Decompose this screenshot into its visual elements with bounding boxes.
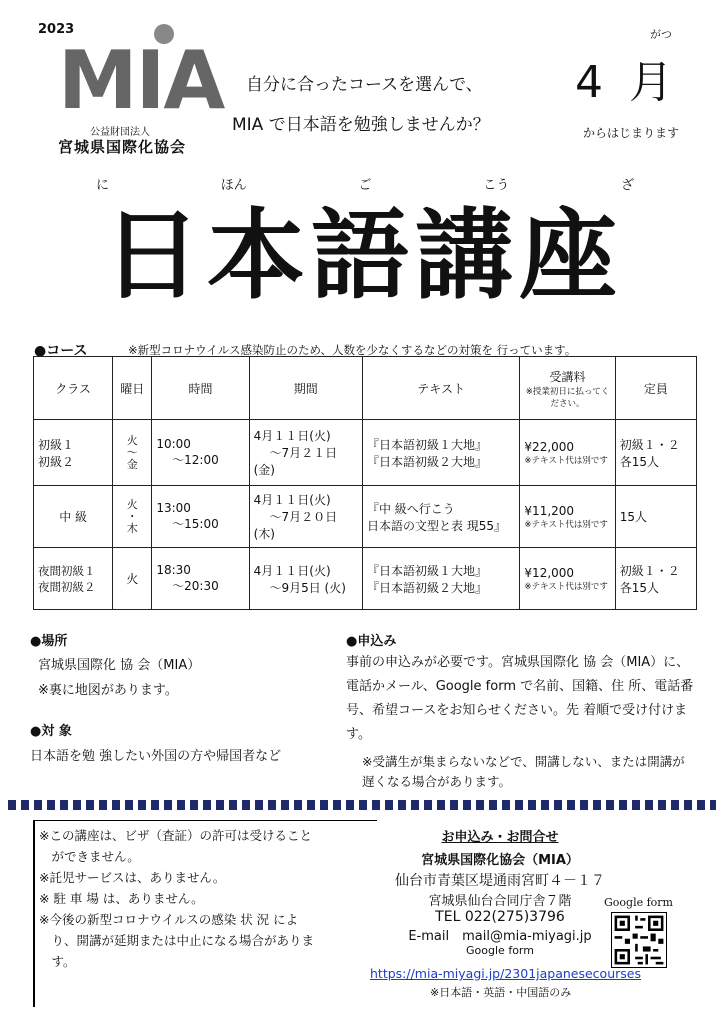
fee-value: ¥11,200 [524,503,575,518]
contact-address-1: 仙台市青葉区堤通雨宮町４－１７ [395,873,605,889]
cell-time: 13:00 ～15:00 [152,486,249,548]
cell-fee [520,548,615,610]
header-time: 時間 [152,357,249,420]
course-url-link[interactable]: https://mia-miyagi.jp/2301japanesecourses [370,966,641,981]
apply-heading: ●申込み [346,634,397,649]
page-title: 日本語講座 [102,199,623,313]
place-line-1: 宮城県国際化 協 会（MIA） [38,658,201,673]
title-ruby [60,174,670,193]
cell-text: 『中 級へ行こう 日本語の文型と表 現55』 [362,486,519,548]
cell-class: 初級１ 初級２ [34,420,113,486]
apply-note: ※受講生が集まらないなどで、開講しない、または開講が遅くなる場合があります。 [362,754,685,789]
qr-label: Google form [604,896,673,909]
cell-capacity: 15人 [615,486,696,548]
month-ruby: がつ [650,28,672,41]
note-line: り、開講が延期または中止になる場合がありま [39,933,315,948]
cell-capacity: 初級１・２ 各15人 [615,420,696,486]
title-ruby-1: に [96,178,110,193]
title-ruby-3: ご [358,178,372,193]
course-note: ※新型コロナウイルス感染防止のため、人数を少なくするなどの対策を 行っています。 [128,343,577,357]
cell-capacity: 初級１・２ 各15人 [615,548,696,610]
month-subtext: からはじまります [583,126,680,140]
mia-logo [58,22,224,127]
course-heading: ●コース [34,343,88,359]
cell-day: 火 [113,548,152,610]
tagline-line-2: MIA で日本語を勉強しませんか？ [232,115,490,135]
place-line-2: ※裏に地図があります。 [38,683,178,698]
fee-note: ※テキスト代は別です [524,519,608,530]
cell-time: 10:00 ～12:00 [152,420,249,486]
title-ruby-2: ほん [220,178,247,193]
fee-note: ※テキスト代は別です [524,455,608,466]
cell-day: 火 ・ 木 [113,486,152,548]
target-line-1: 日本語を勉 強したい外国の方や帰国者など [30,749,282,764]
languages-note: ※日本語・英語・中国語のみ [430,986,572,999]
fee-value: ¥12,000 [524,565,575,580]
cell-period: 4月１１日(火) ～7月２０日(木) [249,486,362,548]
contact-tel: TEL 022(275)3796 [435,909,565,925]
note-line: ができません。 [39,849,140,864]
contact-google-form-label: Google form [466,944,534,957]
table-row [34,548,697,610]
header-period: 期間 [249,357,362,420]
cell-class: 中 級 [34,486,113,548]
start-month: 4 月 [575,57,679,108]
note-line: ※ 駐 車 場 は、ありません。 [39,891,204,906]
title-ruby-4: こう [483,178,510,193]
contact-email: E-mail mail@mia-miyagi.jp [408,929,592,944]
cell-text: 『日本語初級１大地』 『日本語初級２大地』 [362,420,519,486]
cell-period: 4月１１日(火) ～7月２１日(金) [249,420,362,486]
header-class: クラス [34,357,113,420]
target-heading: ●対 象 [30,724,72,739]
cell-text: 『日本語初級１大地』 『日本語初級２大地』 [362,548,519,610]
contact-block [380,826,620,957]
cell-time: 18:30 ～20:30 [152,548,249,610]
table-row [34,486,697,548]
apply-body: 事前の申込みが必要です。宮城県国際化 協 会（MIA）に、電話かメール、Google form で名前、国籍、住 所、電話番号、希望コースをお知らせください。先 着順で受け付けます。 [346,655,694,742]
note-line: ※今後の新型コロナウイルスの感染 状 況 によ [39,912,299,927]
contact-heading: お申込み・お問合せ [441,830,559,845]
fee-value: ¥22,000 [524,439,575,454]
fee-note: ※テキスト代は別です [524,581,608,592]
header-fee [520,357,615,420]
cell-period: 4月１１日(火) ～9月5日 (火) [249,548,362,610]
place-heading: ●場所 [30,634,68,649]
header-fee-label: 受講料 [549,369,586,384]
tagline-line-1: 自分に合ったコースを選んで、 [246,75,483,95]
header-text: テキスト [362,357,519,420]
header-capacity: 定員 [615,357,696,420]
header-day: 曜日 [113,357,152,420]
course-table [33,356,697,610]
note-line: ※託児サービスは、ありません。 [39,870,226,885]
qr-code-icon[interactable] [611,912,667,968]
cell-fee [520,486,615,548]
year-label: 2023 [38,22,75,37]
striped-divider [8,800,716,810]
note-line: す。 [39,954,76,969]
table-row [34,420,697,486]
org-type: 公益財団法人 [90,127,150,138]
cell-class: 夜間初級１ 夜間初級２ [34,548,113,610]
org-name: 宮城県国際化協会 [58,138,187,156]
cell-fee [520,420,615,486]
header-fee-note: ※授業初日に払ってください。 [525,386,610,409]
cell-day: 火 〜 金 [113,420,152,486]
notes-box [33,820,377,1007]
title-ruby-5: ざ [620,178,634,193]
note-line: ※この講座は、ビザ（査証）の許可は受けること [39,828,312,843]
logo-text: MIA [58,34,224,127]
contact-org: 宮城県国際化協会（MIA） [421,853,579,868]
table-header-row [34,357,697,420]
contact-address-2: 宮城県仙台合同庁舎７階 [428,894,572,909]
